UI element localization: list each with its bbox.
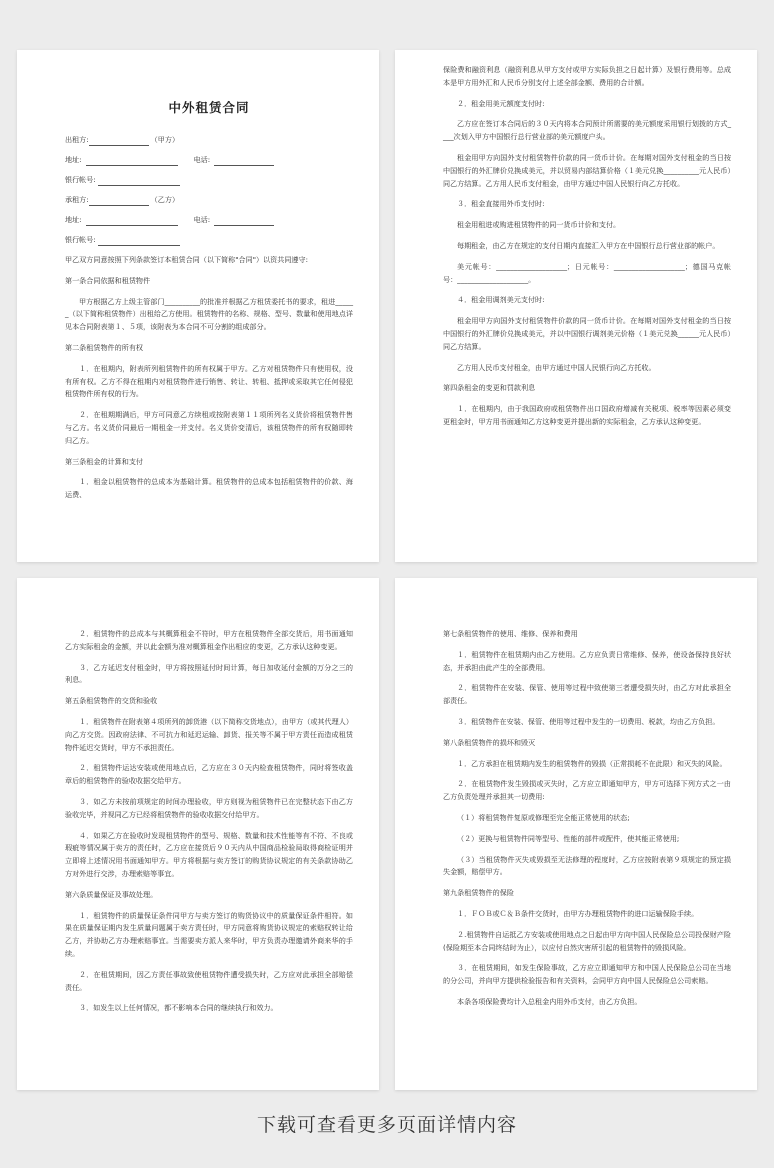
paragraph: １．租赁物件的质量保证条件同甲方与卖方签订的购货协议中的质量保证条件相符。如果在质量保证期内发生质量问题属于卖方责任时，甲方同意将购货协议规定的索赔权转让给乙方，并协助乙方办理索赔事宜。当需要卖方派人来华时，甲方负责办理邀请外商来华的手续。	[65, 910, 353, 958]
lessee-suffix: （乙方）	[150, 195, 180, 204]
paragraph: １．租金以租赁物件的总成本为基础计算。租赁物件的总成本包括租赁物件的价款、海运费、	[65, 477, 353, 500]
section-heading: 第三条租金的计算和支付	[65, 456, 144, 466]
paragraph: （１）将租赁物件复原或修理至完全能正常使用的状态;	[457, 812, 630, 822]
paragraph: 租金用租进或购进租赁物件的同一货币计价和支付。	[457, 220, 621, 230]
download-more-caption: 下载可查看更多页面详情内容	[256, 1114, 517, 1136]
bank-label: 银行帐号:	[65, 175, 96, 184]
lessee-address-row	[65, 214, 353, 226]
address-label: 地址:	[65, 215, 82, 224]
page-3-content	[17, 578, 379, 1015]
page-4-content	[395, 578, 757, 1009]
lessee-label: 承租方:	[65, 195, 89, 204]
paragraph: ４．租金用调剂美元支付时:	[457, 295, 545, 305]
paragraph: ２．租赁物件的总成本与其概算租金不符时，甲方在租赁物件全部交货后，用书面通知乙方实际租金的金额，并以此金额为准对概算租金作出相应的变更，乙方承认这种变更。	[65, 629, 353, 651]
section-heading: 第四条租金的变更和罚款利息	[443, 383, 536, 393]
paragraph: 每期租金，由乙方在规定的支付日期内直接汇入甲方在中国银行总行营业部的帐户。	[457, 240, 720, 250]
bank-label: 银行帐号:	[65, 235, 96, 244]
lessor-bank-row	[65, 174, 353, 186]
contract-page-3	[17, 578, 379, 1090]
paragraph: 本条各项保险费均计入总租金内用外币支付，由乙方负担。	[457, 996, 642, 1006]
section-heading: 第一条合同依据和租赁物件	[65, 275, 151, 285]
paragraph: ２．在租期期满后，甲方可同意乙方续租或按附表第１１项所列名义货价将租赁物件售与乙方。名义货价同最后一期租金一并支付。名义货价变清后，该租赁物件的所有权随即转归乙方。	[65, 410, 353, 445]
paragraph: １．乙方承担在租赁期内发生的租赁物件的毁损（正常损耗不在此限）和灭失的风险。	[457, 758, 727, 768]
paragraph: ２．在租赁期间，因乙方责任事故致使租赁物件遭受损失时，乙方应对此承担全部赔偿责任。	[65, 969, 353, 992]
address-label: 地址:	[65, 155, 82, 164]
paragraph: （３）当租赁物件灭失或毁损至无法修理的程度时，乙方应按附表第９项规定的预定损失金额，赔偿甲方。	[443, 854, 731, 877]
paragraph: ３．在租赁期间，如发生保险事故，乙方应立即通知甲方和中国人民保险总公司在当地的分公司，并向甲方提供检验报告和有关资料，会同甲方向中国人民保险总公司索赔。	[443, 963, 731, 986]
lessor-row	[65, 134, 353, 146]
paragraph: ２．租赁物件在安装、保管、使用等过程中致使第三者遭受损失时，由乙方对此承担全部责任。	[443, 683, 731, 706]
lessee-blank	[89, 196, 149, 206]
paragraph: １．ＦＯＢ或Ｃ＆Ｂ条件交货时，由甲方办理租赁物件的进口运输保险手续。	[457, 908, 699, 918]
address-blank	[86, 216, 178, 226]
paragraph: ４．如果乙方在验收时发现租赁物件的型号、规格、数量和技术性能等有不符、不良或瑕疵等情况属于卖方的责任时，乙方应在接货后９０天内从中国商品检验局取得商检证明并立即将上述情况用书面通知甲方。甲方将根据与卖方签订的购货协议规定的有关条款协助乙方对外进行交涉，办理索赔等事宜。	[65, 830, 353, 878]
paragraph: 乙方应在签订本合同后的３０天内将本合同预计所需要的美元额度采用银行划拨的方式____次划入甲方中国银行总行营业部的美元额度户头。	[443, 119, 731, 142]
document-title: 中外租赁合同	[168, 100, 250, 115]
contract-page-4	[395, 578, 757, 1090]
section-heading: 第六条质量保证及事故处理。	[65, 889, 158, 899]
section-heading: 第九条租赁物件的保险	[443, 888, 514, 898]
paragraph: ３．如发生以上任何情况，都不影响本合同的继续执行和效力。	[79, 1003, 278, 1013]
paragraph: ２．租赁物件运达安装或使用地点后，乙方应在３０天内检查租赁物件，同时将签收盖章后的租赁物件的验收收据交给甲方。	[65, 763, 353, 786]
paragraph: １．在租期内，附表所列租赁物件的所有权属于甲方。乙方对租赁物件只有使用权，没有所有权。乙方不得在租期内对租赁物件进行销售、转让、转租、抵押或采取其它任何侵犯租赁物件所有权的行为。	[65, 363, 353, 399]
lessee-row	[65, 194, 353, 206]
lessor-address-row	[65, 154, 353, 166]
lessee-bank-row	[65, 234, 353, 246]
paragraph: １．在租期内，由于我国政府或租赁物件出口国政府增减有关税项、税率等因素必须变更租金时，甲方用书面通知乙方这种变更并提出新的实际租金，乙方承认这种变更。	[443, 404, 731, 426]
paragraph: 乙方用人民币支付租金，由甲方通过中国人民银行向乙方托收。	[457, 362, 656, 372]
paragraph: ２．在租赁物件发生毁损或灭失时，乙方应立即通知甲方，甲方可选择下列方式之一由乙方负责处理并承担其一切费用:	[443, 779, 731, 802]
contract-page-2	[395, 50, 757, 562]
paragraph: ３．乙方延迟支付租金时，甲方将按照延付时间计算，每日加收延付金额的万分之三的利息。	[65, 662, 353, 685]
page-1-content	[17, 50, 379, 502]
paragraph: 租金用甲方向国外支付租赁物件价款的同一货币计价。在每期对国外支付租金的当日按中国银行的外汇牌价兑换成美元，并以贸易内部结算价格（１美元兑换__________元人民币）同乙方结算。乙方用人民币支付租金，由甲方通过中国人民银行向乙方托收。	[443, 152, 731, 188]
section-heading: 第八条租赁物件的损坏和毁灭	[443, 737, 536, 747]
section-heading: 第二条租赁物件的所有权	[65, 342, 144, 352]
paragraph: ３．如乙方未按前项规定的时间办理验收，甲方则视为租赁物件已在完整状态下由乙方验收完毕，并视同乙方已经将租赁物件的验收收据交付给甲方。	[65, 796, 353, 819]
paragraph: １．租赁物件在租赁期内由乙方使用。乙方应负责日常维修、保养，使设备保持良好状态，并承担由此产生的全部费用。	[443, 649, 731, 672]
paragraph: １．租赁物件在附表第４项所列的卸货港（以下简称交货地点），由甲方（或其代理人）向乙方交货。因政府法律、不可抗力和延迟运输、卸货、报关等不属于甲方责任而造成租赁物件延迟交货时，甲方不承担责任。	[65, 716, 353, 752]
paragraph: （２）更换与租赁物件同等型号、性能的部件或配件，使其能正常使用;	[457, 833, 680, 843]
paragraph: ３．租金直接用外币支付时:	[457, 199, 545, 209]
paragraph: 美元帐号：____________________；日元帐号：____________________；德国马克帐号：____________________。	[443, 261, 731, 284]
phone-blank	[214, 156, 274, 166]
paragraph: 甲方根据乙方上级主管部门__________的批准并根据乙方租赁委托书的要求，租进______（以下简称租赁物件）出租给乙方使用。租赁物件的名称、规格、型号、数量和使用地点详见本合同附表第１、５项，该附表为本合同不可分割的组成部分。	[65, 296, 353, 332]
section-heading: 第七条租赁物件的使用、维修、保养和费用	[443, 629, 578, 638]
paragraph: ２.租赁物件自运抵乙方安装或使用地点之日起由甲方向中国人民保险总公司投保财产险(保险期至本合同终结时为止），以应付自然灾害所引起的租赁物件的毁损风险。	[443, 929, 731, 952]
lessor-blank	[89, 136, 149, 146]
paragraph: ２．租金用美元额度支付时:	[457, 98, 545, 108]
lessor-suffix: （甲方）	[150, 135, 180, 144]
phone-label: 电话:	[193, 155, 211, 164]
phone-label: 电话:	[193, 215, 211, 224]
paragraph: 保险费和融资利息（融资利息从甲方支付或甲方实际负担之日起计算）及银行费用等。总成本是甲方用外汇和人民币分别支付上述全部金额、费用的合计额。	[443, 65, 731, 87]
paragraph: 甲乙双方同意按照下列条款签订本租赁合同（以下简称"合同"）以资共同遵守:	[65, 255, 309, 264]
paragraph: 租金用甲方向国外支付租赁物件价款的同一货币计价。在每期对国外支付租金的当日按中国银行的外汇牌价兑换成美元，并以中国银行调剂美元价格（１美元兑换______元人民币）同乙方结算。	[443, 316, 731, 351]
bank-blank	[98, 236, 180, 246]
address-blank	[86, 156, 178, 166]
page-2-content	[395, 50, 757, 429]
section-heading: 第五条租赁物件的交货和验收	[65, 696, 158, 706]
bank-blank	[98, 176, 180, 186]
paragraph: ３．租赁物件在安装、保管、使用等过程中发生的一切费用、税款，均由乙方负担。	[457, 716, 720, 726]
contract-page-1	[17, 50, 379, 562]
lessor-label: 出租方:	[65, 135, 89, 144]
phone-blank	[214, 216, 274, 226]
